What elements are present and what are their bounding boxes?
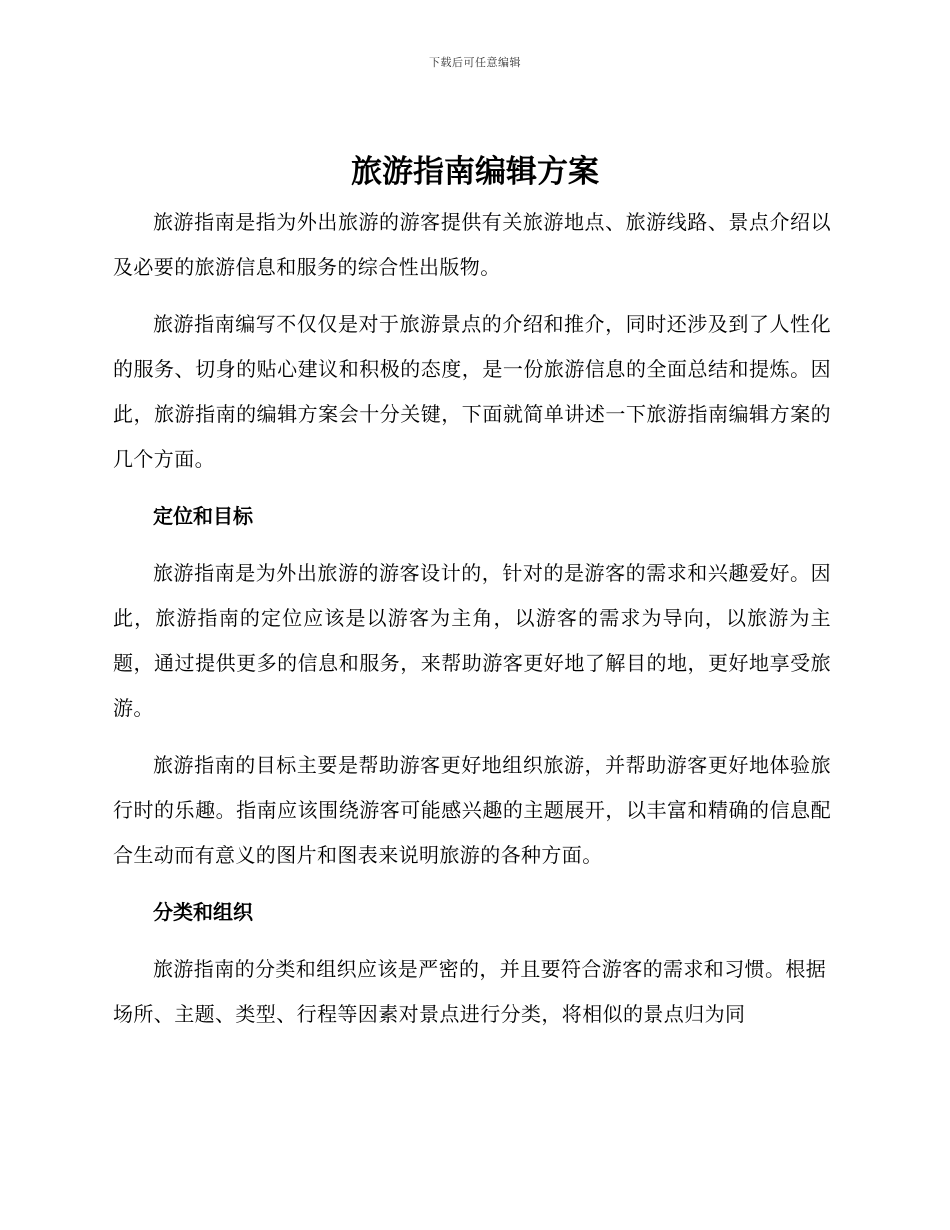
paragraph-overview: 旅游指南编写不仅仅是对于旅游景点的介绍和推介，同时还涉及到了人性化的服务、切身的贴心建议和积极的态度，是一份旅游信息的全面总结和提炼。因此，旅游指南的编辑方案会十分关键，下面就简单讲述一下旅游指南编辑方案的几个方面。: [113, 312, 831, 471]
paragraph-goals: 旅游指南的目标主要是帮助游客更好地组织旅游，并帮助游客更好地体验旅行时的乐趣。指南应该围绕游客可能感兴趣的主题展开，以丰富和精确的信息配合生动而有意义的图片和图表来说明旅游的各种方面。: [113, 753, 831, 867]
section-heading-positioning: 定位和目标: [153, 504, 253, 528]
header-note: 下载后可任意编辑: [429, 56, 521, 69]
paragraph-classification: 旅游指南的分类和组织应该是严密的，并且要符合游客的需求和习惯。根据场所、主题、类型、行程等因素对景点进行分类，将相似的景点归为同: [113, 957, 827, 1026]
paragraph-intro: 旅游指南是指为外出旅游的游客提供有关旅游地点、旅游线路、景点介绍以及必要的旅游信息和服务的综合性出版物。: [113, 210, 831, 279]
document-title: 旅游指南编辑方案: [351, 154, 599, 190]
paragraph-positioning: 旅游指南是为外出旅游的游客设计的，针对的是游客的需求和兴趣爱好。因此，旅游指南的定位应该是以游客为主角，以游客的需求为导向，以旅游为主题，通过提供更多的信息和服务，来帮助游客更好地了解目的地，更好地享受旅游。: [113, 561, 831, 720]
section-heading-classification: 分类和组织: [153, 900, 253, 924]
document-body: [113, 200, 831, 1049]
